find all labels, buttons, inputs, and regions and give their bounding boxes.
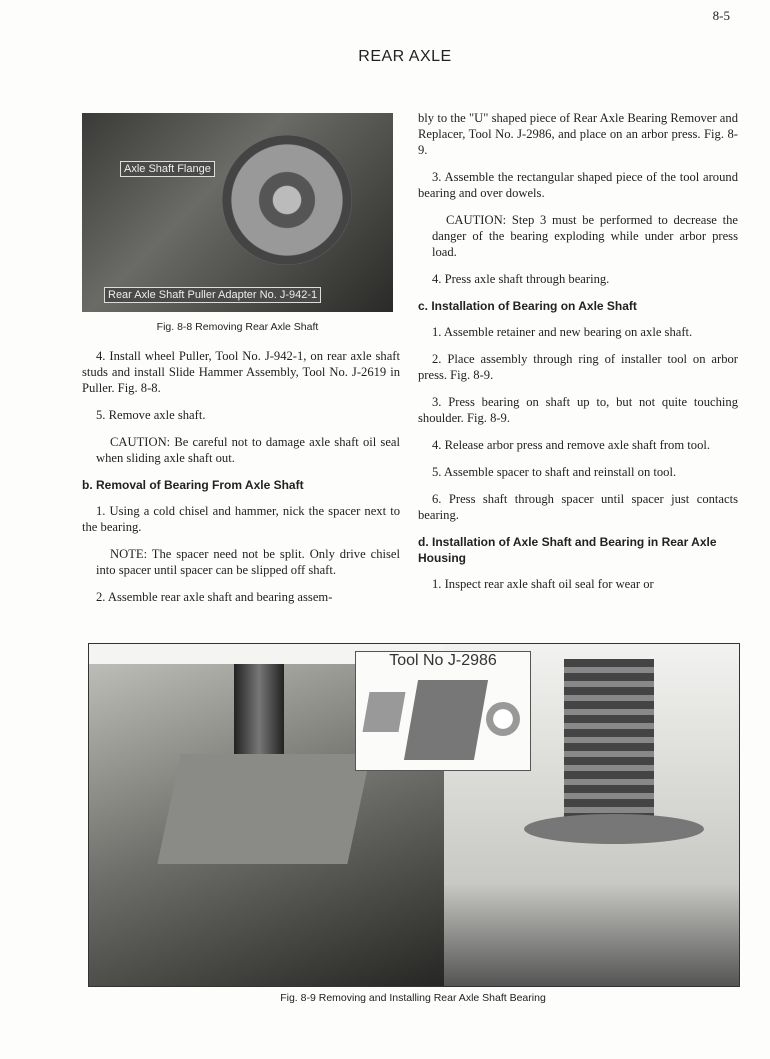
step-c2: 2. Place assembly through ring of installer tool on arbor press. Fig. 8-9. — [418, 352, 738, 382]
right-column — [418, 110, 738, 603]
figure-8-8-caption: Fig. 8-8 Removing Rear Axle Shaft — [156, 321, 319, 333]
label-axle-shaft-flange: Axle Shaft Flange — [120, 161, 215, 177]
heading-b: b. Removal of Bearing From Axle Shaft — [82, 478, 304, 492]
rectangular-piece-image — [362, 692, 405, 732]
step-b1: 1. Using a cold chisel and hammer, nick the spacer next to the bearing. — [82, 504, 400, 534]
tool-label: Tool No J-2986 — [389, 652, 497, 669]
u-shaped-piece-image — [404, 680, 488, 760]
left-column — [82, 348, 400, 616]
step-c4: 4. Release arbor press and remove axle shaft from tool. — [432, 438, 711, 452]
hub-flange-image — [524, 814, 704, 844]
figure-8-8-photo — [82, 113, 393, 312]
step-b2-continued: bly to the "U" shaped piece of Rear Axle Bearing Remover and Replacer, Tool No. J-2986, and place on an arbor press. Fig. 8-9. — [418, 111, 738, 157]
label-puller-adapter: Rear Axle Shaft Puller Adapter No. J-942-1 — [104, 287, 321, 303]
press-ram-image — [564, 659, 654, 829]
brake-drum-image — [222, 135, 352, 265]
caution: CAUTION: Be careful not to damage axle shaft oil seal when sliding axle shaft out. — [96, 435, 400, 465]
step-c3: 3. Press bearing on shaft up to, but not quite touching shoulder. Fig. 8-9. — [418, 395, 738, 425]
page-title: REAR AXLE — [358, 48, 452, 65]
tool-inset — [355, 651, 531, 771]
figure-8-9-caption: Fig. 8-9 Removing and Installing Rear Axle Shaft Bearing — [280, 992, 546, 1004]
step-4: 4. Install wheel Puller, Tool No. J-942-1, on rear axle shaft studs and install Slide Hammer Assembly, Tool No. J-2619 in Puller. Fig. 8-8. — [82, 349, 400, 395]
step-c6: 6. Press shaft through spacer until spacer just contacts bearing. — [418, 492, 738, 522]
figure-8-9-photo — [88, 643, 740, 987]
step-c1: 1. Assemble retainer and new bearing on axle shaft. — [432, 325, 693, 339]
heading-c: c. Installation of Bearing on Axle Shaft — [418, 299, 637, 313]
step-5: 5. Remove axle shaft. — [96, 408, 206, 422]
step-b4: 4. Press axle shaft through bearing. — [432, 272, 610, 286]
tool-plate-image — [157, 754, 370, 864]
page-number: 8-5 — [712, 8, 730, 23]
step-b2: 2. Assemble rear axle shaft and bearing assem- — [96, 590, 333, 604]
step-c5: 5. Assemble spacer to shaft and reinstall on tool. — [432, 465, 677, 479]
step-d1: 1. Inspect rear axle shaft oil seal for wear or — [432, 577, 654, 591]
note: NOTE: The spacer need not be split. Only drive chisel into spacer until spacer can be slipped off shaft. — [96, 547, 400, 577]
step-b3: 3. Assemble the rectangular shaped piece of the tool around bearing and over dowels. — [418, 170, 738, 200]
heading-d: d. Installation of Axle Shaft and Bearing in Rear Axle Housing — [418, 535, 717, 565]
caution-step3: CAUTION: Step 3 must be performed to decrease the danger of the bearing exploding while under arbor press load. — [432, 213, 738, 259]
installer-ring-image — [486, 702, 520, 736]
